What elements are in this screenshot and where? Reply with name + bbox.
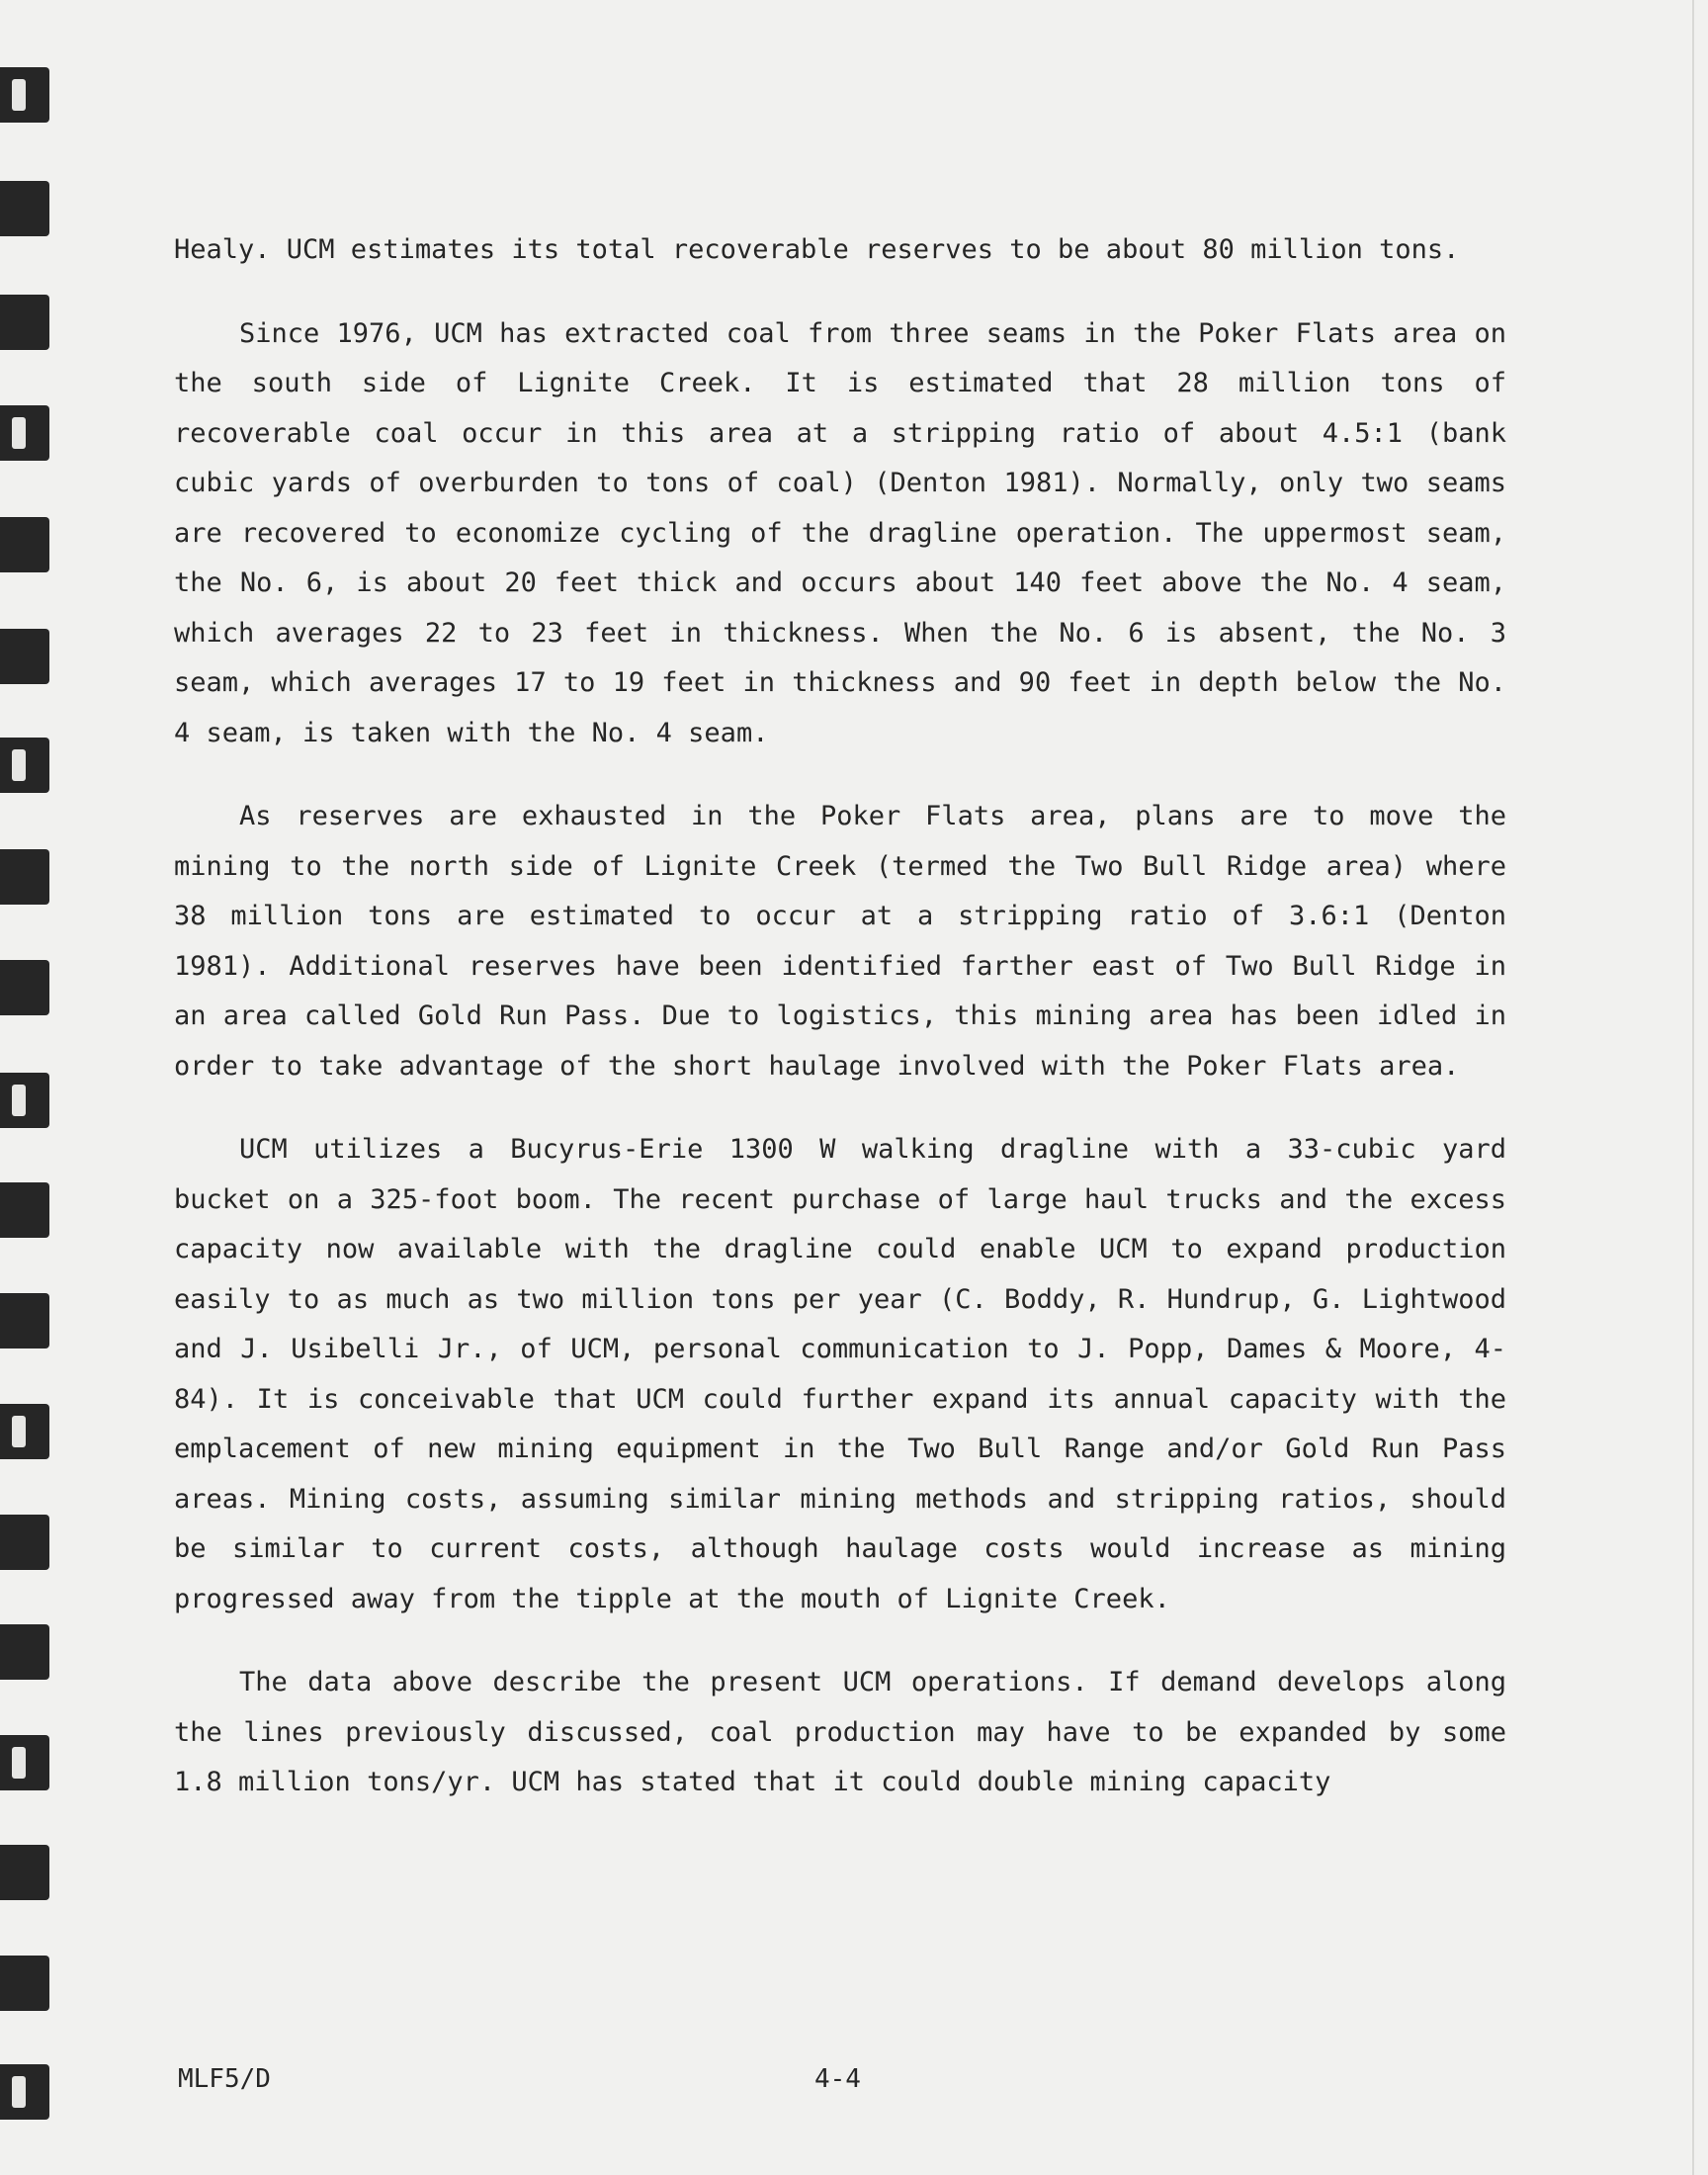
- binding-hole: [0, 738, 49, 793]
- binding-hole: [0, 1845, 49, 1900]
- binding-hole: [0, 960, 49, 1015]
- binding-hole: [0, 1624, 49, 1680]
- footer-page-number: 4-4: [814, 2064, 861, 2094]
- paragraph-production-expansion: The data above describe the present UCM operations. If demand develops along the lines previously discussed, coal production may have to be expanded by some 1.8 million tons/yr. UCM has stated that it could double mining capacity: [174, 1667, 1506, 1797]
- body-text: [174, 225, 1506, 1842]
- binding-hole: [0, 629, 49, 684]
- binding-hole: [0, 1073, 49, 1128]
- binding-hole: [0, 1515, 49, 1570]
- binding-hole: [0, 1404, 49, 1459]
- binding-hole: [0, 1956, 49, 2011]
- paragraph-dragline-equipment: UCM utilizes a Bucyrus-Erie 1300 W walking dragline with a 33-cubic yard bucket on a 325-foot boom. The recent purchase of large haul trucks and the excess capacity now available with the dragline could enable UCM to expand production easily to as much as two million tons per year (C. Boddy, R. Hundrup, G. Lightwood and J. Usibelli Jr., of UCM, personal communication to J. Popp, Dames & Moore, 4-84). It is conceivable that UCM could further expand its annual capacity with the emplacement of new mining equipment in the Two Bull Range and/or Gold Run Pass areas. Mining costs, assuming similar mining methods and stripping ratios, should be similar to current costs, although haulage costs would increase as mining progressed away from the tipple at the mouth of Lignite Creek.: [174, 1134, 1506, 1614]
- binding-hole: [0, 295, 49, 350]
- binding-hole: [0, 1735, 49, 1790]
- paragraph-two-bull-ridge: As reserves are exhausted in the Poker Flats area, plans are to move the mining to the north side of Lignite Creek (termed the Two Bull Ridge area) where 38 million tons are estimated to occur at a stripping ratio of 3.6:1 (Denton 1981). Additional reserves have been identified farther east of Two Bull Ridge in an area called Gold Run Pass. Due to logistics, this mining area has been idled in order to take advantage of the short haulage involved with the Poker Flats area.: [174, 801, 1506, 1082]
- binding-hole: [0, 517, 49, 572]
- binding-hole: [0, 849, 49, 905]
- footer-document-id: MLF5/D: [178, 2064, 271, 2094]
- binding-hole: [0, 181, 49, 236]
- binding-hole: [0, 405, 49, 461]
- paragraph-reserves-summary: Healy. UCM estimates its total recoverable reserves to be about 80 million tons.: [174, 234, 1460, 265]
- binding-hole: [0, 67, 49, 123]
- binding-holes: [0, 0, 59, 2175]
- binding-hole: [0, 1293, 49, 1348]
- binding-hole: [0, 1182, 49, 1238]
- paragraph-poker-flats-seams: Since 1976, UCM has extracted coal from three seams in the Poker Flats area on the south side of Lignite Creek. It is estimated that 28 million tons of recoverable coal occur in this area at a stripping ratio of about 4.5:1 (bank cubic yards of overburden to tons of coal) (Denton 1981). Normally, only two seams are recovered to economize cycling of the dragline operation. The uppermost seam, the No. 6, is about 20 feet thick and occurs about 140 feet above the No. 4 seam, which averages 22 to 23 feet in thickness. When the No. 6 is absent, the No. 3 seam, which averages 17 to 19 feet in thickness and 90 feet in depth below the No. 4 seam, is taken with the No. 4 seam.: [174, 317, 1506, 748]
- binding-hole: [0, 2064, 49, 2120]
